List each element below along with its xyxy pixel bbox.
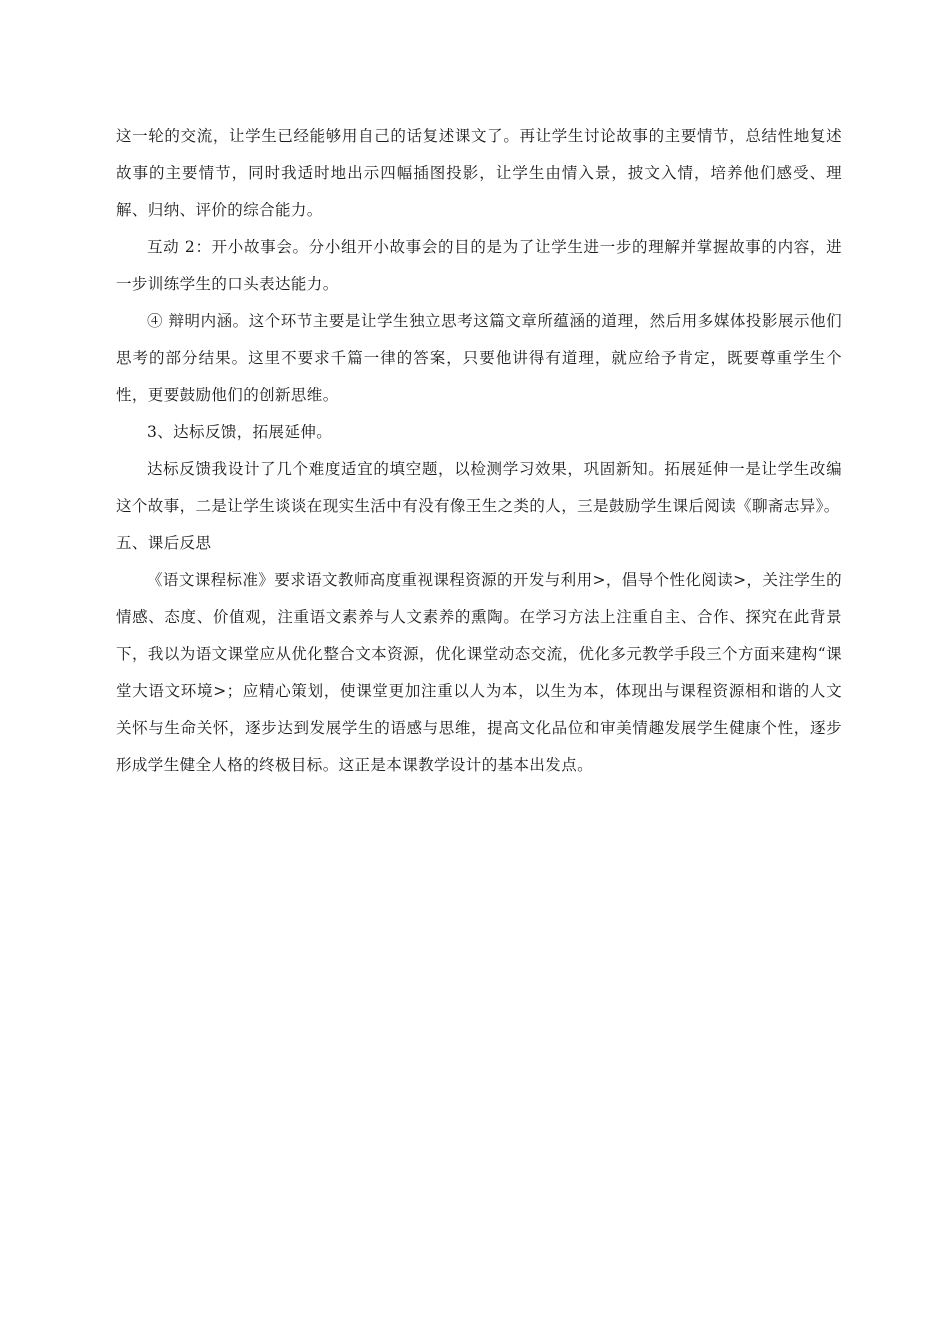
paragraph-reflection: 《语文课程标准》要求语文教师高度重视课程资源的开发与利用>，倡导个性化阅读>，关注学生的情感、态度、价值观，注重语文素养与人文素养的熏陶。在学习方法上注重自主、合作、探究在此背景下，我以为语文课堂应从优化整合文本资源，优化课堂动态交流，优化多元教学手段三个方面来建构“课堂大语文环境>；应精心策划，使课堂更加注重以人为本，以生为本，体现出与课程资源相和谐的人文关怀与生命关怀，逐步达到发展学生的语感与思维，提高文化品位和审美情趣发展学生健康个性，逐步形成学生健全人格的终极目标。这正是本课教学设计的基本出发点。 bbox=[116, 571, 842, 774]
section-heading-feedback-extension: 3、达标反馈，拓展延伸。 bbox=[147, 423, 333, 441]
document-body bbox=[116, 118, 842, 784]
paragraph-retelling-summary: 这一轮的交流，让学生已经能够用自己的话复述课文了。再让学生讨论故事的主要情节，总结性地复述故事的主要情节，同时我适时地出示四幅插图投影，让学生由情入景，披文入情，培养他们感受、理解、归纳、评价的综合能力。 bbox=[116, 127, 842, 219]
paragraph-story-meeting: 互动 2：开小故事会。分小组开小故事会的目的是为了让学生进一步的理解并掌握故事的内容，进一步训练学生的口头表达能力。 bbox=[116, 238, 842, 293]
paragraph-analyze-meaning: ④ 辩明内涵。这个环节主要是让学生独立思考这篇文章所蕴涵的道理，然后用多媒体投影展示他们思考的部分结果。这里不要求千篇一律的答案，只要他讲得有道理，就应给予肯定，既要尊重学生个性，更要鼓励他们的创新思维。 bbox=[116, 312, 842, 404]
paragraph-feedback-extension: 达标反馈我设计了几个难度适宜的填空题，以检测学习效果，巩固新知。拓展延伸一是让学生改编这个故事，二是让学生谈谈在现实生活中有没有像王生之类的人，三是鼓励学生课后阅读《聊斋志异》。 bbox=[116, 460, 842, 515]
section-heading-reflection: 五、课后反思 bbox=[116, 534, 212, 552]
